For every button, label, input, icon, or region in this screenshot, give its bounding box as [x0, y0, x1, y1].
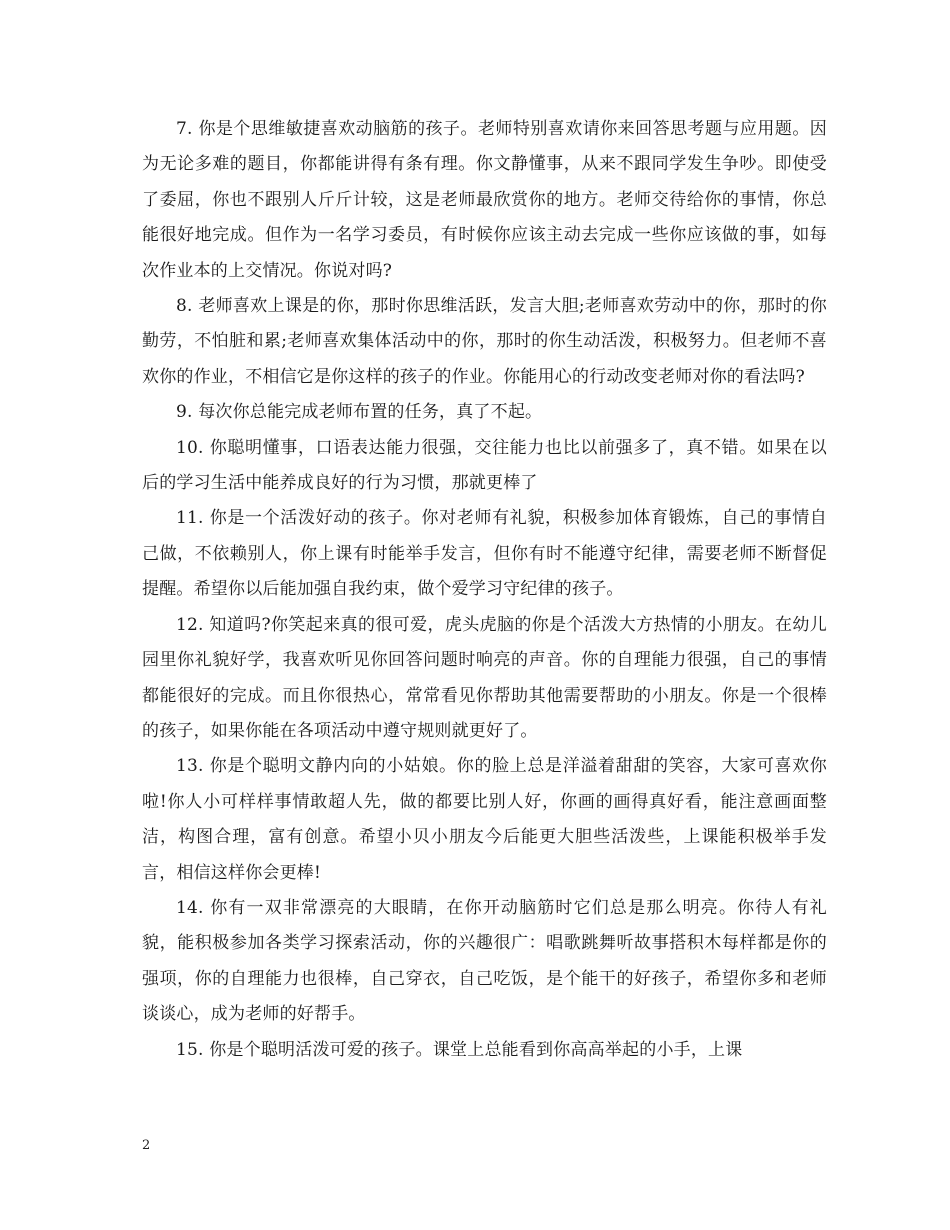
paragraph-11: 11. 你是一个活泼好动的孩子。你对老师有礼貌，积极参加体育锻炼，自己的事情自己做，不依赖别人，你上课有时能举手发言，但你有时不能遵守纪律，需要老师不断督促提醒。希望你以后能加强自我约束，做个爱学习守纪律的孩子。 [142, 508, 827, 600]
paragraph-10: 10. 你聪明懂事，口语表达能力很强，交往能力也比以前强多了，真不错。如果在以后的学习生活中能养成良好的行为习惯，那就更棒了 [142, 437, 827, 494]
page-number: 2 [142, 1138, 151, 1153]
paragraph-7: 7. 你是个思维敏捷喜欢动脑筋的孩子。老师特别喜欢请你来回答思考题与应用题。因为无论多难的题目，你都能讲得有条有理。你文静懂事，从来不跟同学发生争吵。即使受了委屈，你也不跟别人斤斤计较，这是老师最欣赏你的地方。老师交待给你的事情，你总能很好地完成。但作为一名学习委员，有时候你应该主动去完成一些你应该做的事，如每次作业本的上交情况。你说对吗? [142, 119, 827, 281]
paragraph-8: 8. 老师喜欢上课是的你，那时你思维活跃，发言大胆;老师喜欢劳动中的你，那时的你勤劳，不怕脏和累;老师喜欢集体活动中的你，那时的你生动活泼，积极努力。但老师不喜欢你的作业，不相信它是你这样的孩子的作业。你能用心的行动改变老师对你的看法吗? [142, 296, 827, 387]
paragraph-14: 14. 你有一双非常漂亮的大眼睛，在你开动脑筋时它们总是那么明亮。你待人有礼貌，能积极参加各类学习探索活动，你的兴趣很广：唱歌跳舞听故事搭积木每样都是你的强项，你的自理能力也很棒，自己穿衣，自己吃饭，是个能干的好孩子，希望你多和老师谈谈心，成为老师的好帮手。 [142, 897, 827, 1025]
paragraph-15: 15. 你是个聪明活泼可爱的孩子。课堂上总能看到你高高举起的小手，上课 [176, 1039, 743, 1060]
paragraph-12: 12. 知道吗?你笑起来真的很可爱，虎头虎脑的你是个活泼大方热情的小朋友。在幼儿园里你礼貌好学，我喜欢听见你回答问题时响亮的声音。你的自理能力很强，自己的事情都能很好的完成。而且你很热心，常常看见你帮助其他需要帮助的小朋友。你是一个很棒的孩子，如果你能在各项活动中遵守规则就更好了。 [142, 614, 827, 741]
paragraph-9: 9. 每次你总能完成老师布置的任务，真了不起。 [176, 402, 543, 423]
document-body [142, 112, 827, 1068]
paragraph-13: 13. 你是个聪明文静内向的小姑娘。你的脸上总是洋溢着甜甜的笑容，大家可喜欢你啦!你人小可样样事情敢超人先，做的都要比别人好，你画的画得真好看，能注意画面整洁，构图合理，富有创意。希望小贝小朋友今后能更大胆些活泼些，上课能积极举手发言，相信这样你会更棒! [142, 756, 827, 883]
